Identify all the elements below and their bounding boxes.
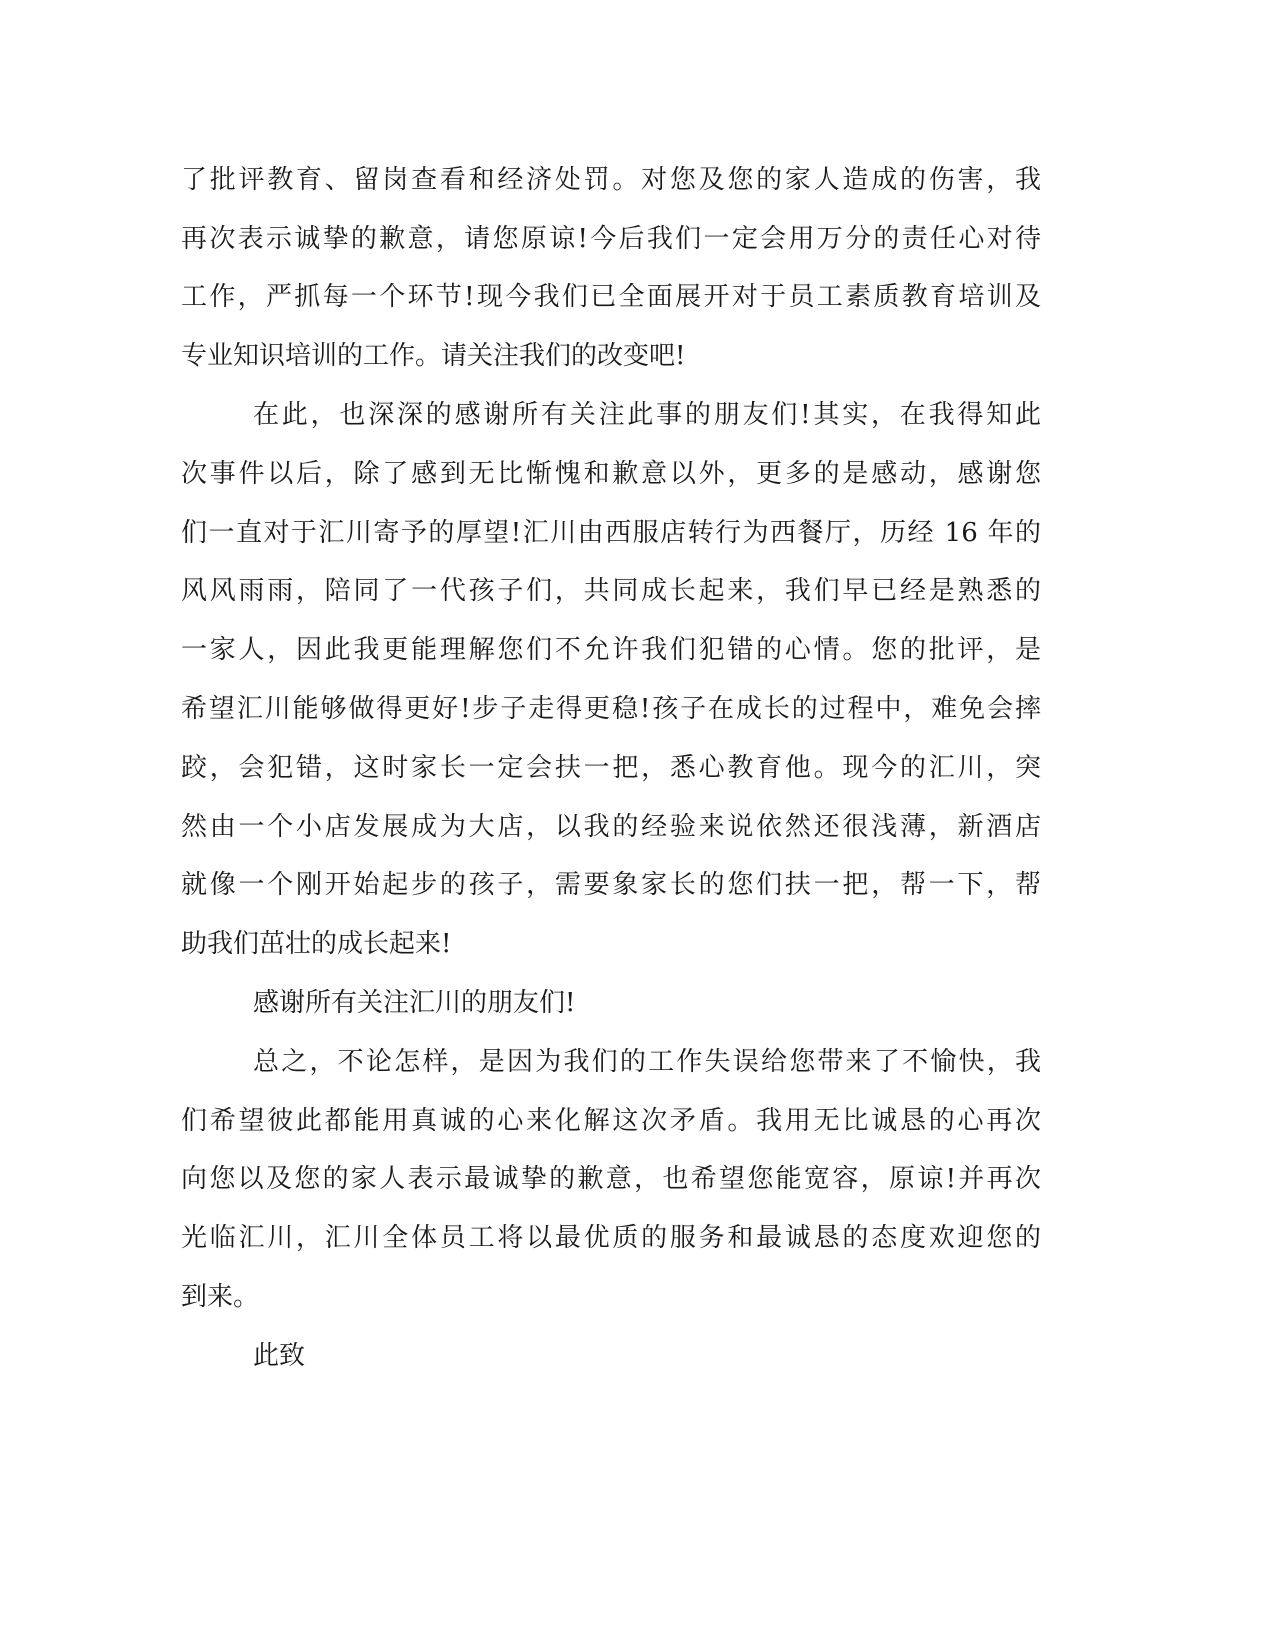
- text-line: 们一直对于汇川寄予的厚望!汇川由西服店转行为西餐厅，历经 16 年的: [181, 518, 1041, 548]
- closing-salutation: 此致: [253, 1341, 306, 1371]
- text-line: 然由一个小店发展成为大店，以我的经验来说依然还很浅薄，新酒店: [181, 812, 1041, 842]
- text-line: 们希望彼此都能用真诚的心来化解这次矛盾。我用无比诚恳的心再次: [181, 1106, 1041, 1136]
- text-line: 跤，会犯错，这时家长一定会扶一把，悉心教育他。现今的汇川，突: [181, 753, 1041, 783]
- text-line: 光临汇川，汇川全体员工将以最优质的服务和最诚恳的态度欢迎您的: [181, 1223, 1041, 1253]
- text-line: 希望汇川能够做得更好!步子走得更稳!孩子在成长的过程中，难免会摔: [181, 694, 1041, 724]
- text-line: 了批评教育、留岗查看和经济处罚。对您及您的家人造成的伤害，我: [181, 165, 1041, 195]
- text-line: 次事件以后，除了感到无比惭愧和歉意以外，更多的是感动，感谢您: [181, 459, 1041, 489]
- text-line: 就像一个刚开始起步的孩子，需要象家长的您们扶一把，帮一下，帮: [181, 870, 1041, 900]
- text-line: 再次表示诚挚的歉意，请您原谅!今后我们一定会用万分的责任心对待: [181, 224, 1041, 254]
- text-line: 感谢所有关注汇川的朋友们!: [253, 988, 576, 1018]
- text-line: 工作，严抓每一个环节!现今我们已全面展开对于员工素质教育培训及: [181, 282, 1041, 312]
- text-line: 专业知识培训的工作。请关注我们的改变吧!: [181, 341, 686, 371]
- text-line: 到来。: [181, 1282, 260, 1312]
- text-line: 一家人，因此我更能理解您们不允许我们犯错的心情。您的批评，是: [181, 635, 1041, 665]
- text-line: 助我们茁壮的成长起来!: [181, 929, 452, 959]
- text-line: 向您以及您的家人表示最诚挚的歉意，也希望您能宽容，原谅!并再次: [181, 1164, 1041, 1194]
- text-line: 总之，不论怎样，是因为我们的工作失误给您带来了不愉快，我: [253, 1047, 1041, 1077]
- text-line: 在此，也深深的感谢所有关注此事的朋友们!其实，在我得知此: [253, 400, 1041, 430]
- text-line: 风风雨雨，陪同了一代孩子们，共同成长起来，我们早已经是熟悉的: [181, 576, 1041, 606]
